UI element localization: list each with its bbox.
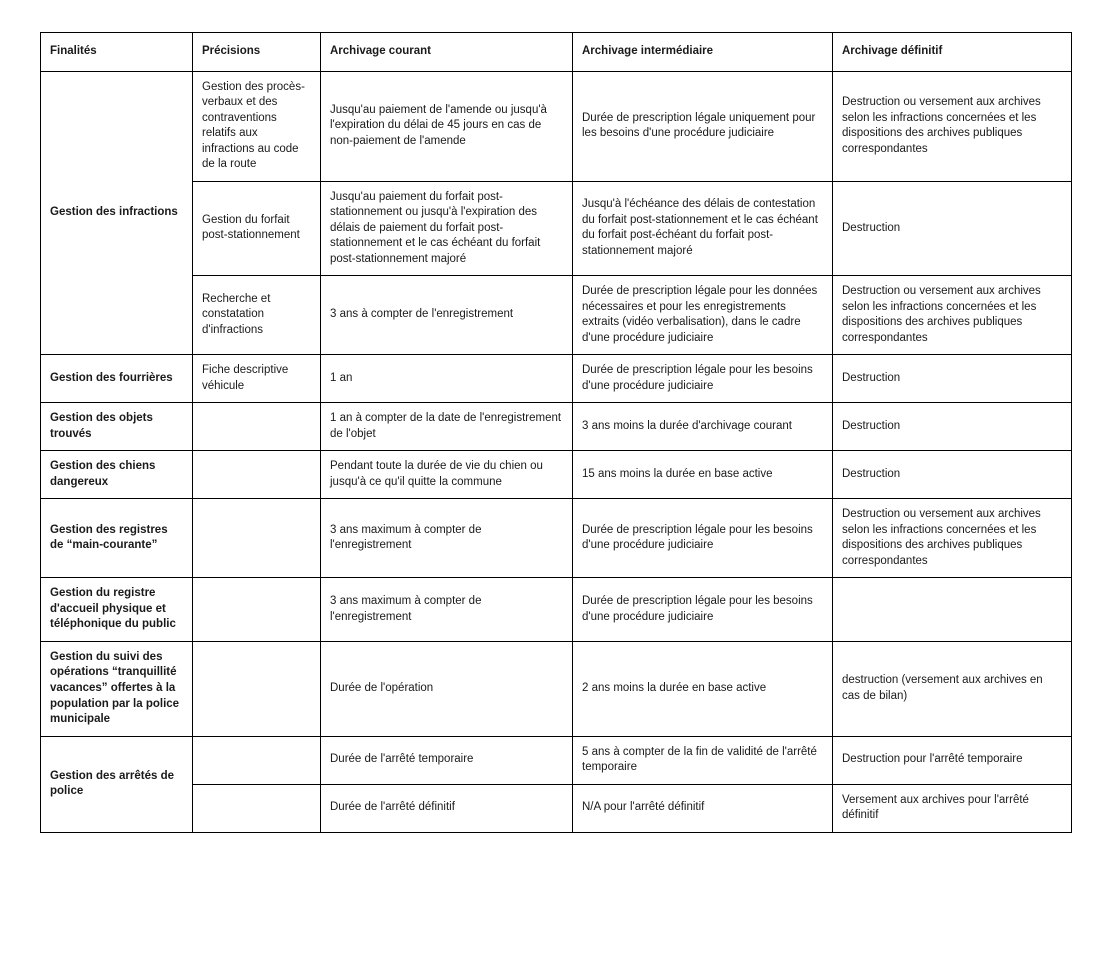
- column-header-precisions: Précisions: [193, 33, 321, 72]
- table-row: [41, 641, 1072, 736]
- cell-archivage-courant: 1 an à compter de la date de l'enregistrement de l'objet: [321, 403, 573, 451]
- cell-archivage-courant: Jusqu'au paiement du forfait post-stationnement ou jusqu'à l'expiration des délais de paiement du forfait post-stationnement et le cas échéant du forfait post-stationnement majoré: [321, 181, 573, 276]
- cell-archivage-intermediaire: Durée de prescription légale pour les besoins d'une procédure judiciaire: [573, 578, 833, 642]
- cell-archivage-courant: 1 an: [321, 355, 573, 403]
- cell-archivage-definitif: Destruction ou versement aux archives selon les infractions concernées et les dispositions des archives publiques correspondantes: [833, 276, 1072, 355]
- cell-archivage-intermediaire: 2 ans moins la durée en base active: [573, 641, 833, 736]
- cell-archivage-intermediaire: N/A pour l'arrêté définitif: [573, 784, 833, 832]
- table-row: [41, 276, 1072, 355]
- table-row: [41, 451, 1072, 499]
- cell-archivage-definitif: Destruction: [833, 451, 1072, 499]
- cell-archivage-definitif: Versement aux archives pour l'arrêté définitif: [833, 784, 1072, 832]
- cell-finalite: Gestion des fourrières: [41, 355, 193, 403]
- table-row: [41, 578, 1072, 642]
- cell-archivage-intermediaire: Durée de prescription légale pour les données nécessaires et pour les enregistrements extraits (vidéo verbalisation), dans le cadre d'une procédure judiciaire: [573, 276, 833, 355]
- table-body: [41, 71, 1072, 832]
- cell-finalite: Gestion des arrêtés de police: [41, 736, 193, 832]
- cell-archivage-courant: 3 ans maximum à compter de l'enregistrement: [321, 499, 573, 578]
- cell-archivage-definitif: Destruction ou versement aux archives selon les infractions concernées et les dispositions des archives publiques correspondantes: [833, 499, 1072, 578]
- cell-precisions: [193, 451, 321, 499]
- table-row: [41, 355, 1072, 403]
- cell-precisions: [193, 578, 321, 642]
- cell-precisions: [193, 736, 321, 784]
- table-header-row: [41, 33, 1072, 72]
- cell-finalite: Gestion des objets trouvés: [41, 403, 193, 451]
- column-header-archivage-definitif: Archivage définitif: [833, 33, 1072, 72]
- table-row: [41, 736, 1072, 784]
- table-row: [41, 784, 1072, 832]
- table-row: [41, 403, 1072, 451]
- column-header-archivage-intermediaire: Archivage intermédiaire: [573, 33, 833, 72]
- cell-precisions: Gestion des procès-verbaux et des contraventions relatifs aux infractions au code de la route: [193, 71, 321, 181]
- cell-precisions: [193, 641, 321, 736]
- cell-precisions: [193, 784, 321, 832]
- table-row: [41, 181, 1072, 276]
- cell-precisions: Fiche descriptive véhicule: [193, 355, 321, 403]
- cell-precisions: Gestion du forfait post-stationnement: [193, 181, 321, 276]
- cell-archivage-courant: 3 ans maximum à compter de l'enregistrement: [321, 578, 573, 642]
- table-header: [41, 33, 1072, 72]
- cell-archivage-courant: Durée de l'opération: [321, 641, 573, 736]
- table-row: [41, 71, 1072, 181]
- column-header-archivage-courant: Archivage courant: [321, 33, 573, 72]
- cell-archivage-definitif: Destruction ou versement aux archives selon les infractions concernées et les dispositions des archives publiques correspondantes: [833, 71, 1072, 181]
- retention-schedule-table: [40, 32, 1072, 833]
- cell-finalite: Gestion des registres de “main-courante”: [41, 499, 193, 578]
- cell-archivage-definitif: Destruction: [833, 403, 1072, 451]
- cell-archivage-intermediaire: 5 ans à compter de la fin de validité de l'arrêté temporaire: [573, 736, 833, 784]
- cell-archivage-intermediaire: Durée de prescription légale pour les besoins d'une procédure judiciaire: [573, 499, 833, 578]
- cell-finalite: Gestion des chiens dangereux: [41, 451, 193, 499]
- cell-archivage-definitif: destruction (versement aux archives en cas de bilan): [833, 641, 1072, 736]
- cell-archivage-courant: Jusqu'au paiement de l'amende ou jusqu'à l'expiration du délai de 45 jours en cas de non-paiement de l'amende: [321, 71, 573, 181]
- cell-precisions: [193, 499, 321, 578]
- cell-archivage-intermediaire: Durée de prescription légale uniquement pour les besoins d'une procédure judiciaire: [573, 71, 833, 181]
- column-header-finalites: Finalités: [41, 33, 193, 72]
- cell-archivage-definitif: Destruction: [833, 181, 1072, 276]
- cell-archivage-courant: Durée de l'arrêté temporaire: [321, 736, 573, 784]
- cell-archivage-intermediaire: Durée de prescription légale pour les besoins d'une procédure judiciaire: [573, 355, 833, 403]
- cell-archivage-courant: 3 ans à compter de l'enregistrement: [321, 276, 573, 355]
- cell-finalite: Gestion des infractions: [41, 71, 193, 355]
- table-row: [41, 499, 1072, 578]
- cell-archivage-definitif: Destruction pour l'arrêté temporaire: [833, 736, 1072, 784]
- cell-archivage-intermediaire: 3 ans moins la durée d'archivage courant: [573, 403, 833, 451]
- cell-archivage-courant: Durée de l'arrêté définitif: [321, 784, 573, 832]
- cell-precisions: [193, 403, 321, 451]
- cell-finalite: Gestion du registre d'accueil physique et téléphonique du public: [41, 578, 193, 642]
- cell-finalite: Gestion du suivi des opérations “tranquillité vacances” offertes à la population par la police municipale: [41, 641, 193, 736]
- cell-archivage-definitif: [833, 578, 1072, 642]
- cell-archivage-definitif: Destruction: [833, 355, 1072, 403]
- cell-archivage-intermediaire: 15 ans moins la durée en base active: [573, 451, 833, 499]
- cell-archivage-courant: Pendant toute la durée de vie du chien ou jusqu'à ce qu'il quitte la commune: [321, 451, 573, 499]
- cell-archivage-intermediaire: Jusqu'à l'échéance des délais de contestation du forfait post-stationnement et le cas échéant du forfait post-échéant du forfait post-stationnement majoré: [573, 181, 833, 276]
- cell-precisions: Recherche et constatation d'infractions: [193, 276, 321, 355]
